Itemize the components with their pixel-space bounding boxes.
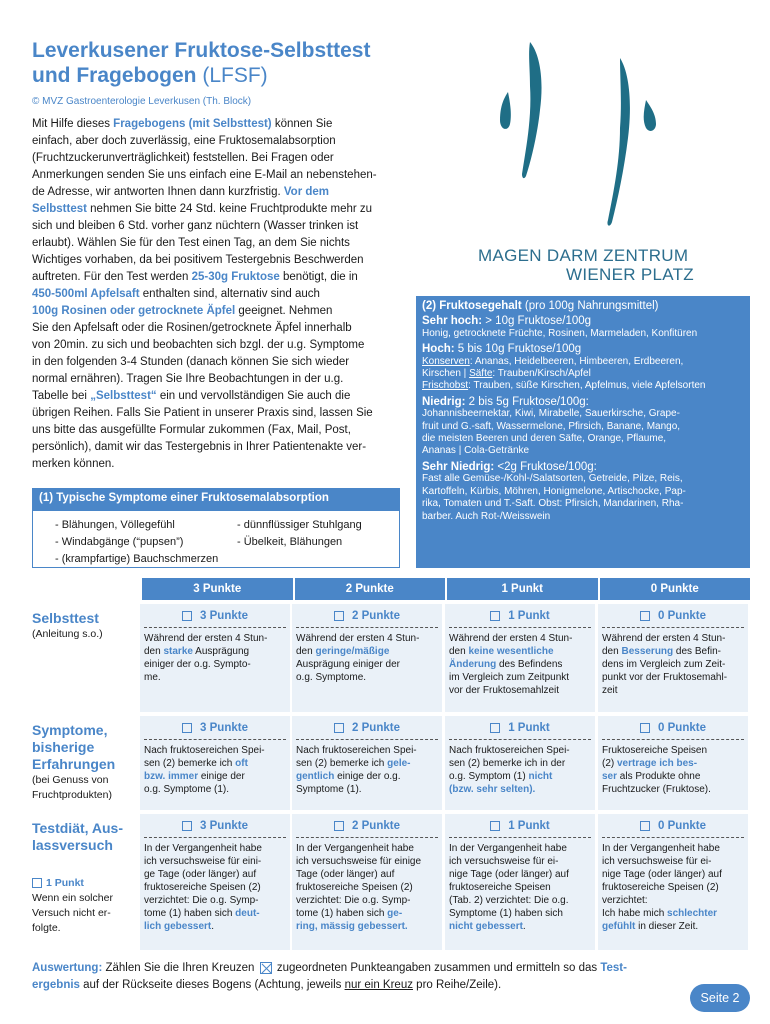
fructose-food-line: Johannisbeernektar, Kiwi, Mirabelle, Sauerkirsche, Grape- (422, 408, 680, 420)
score-option[interactable]: 3 Punkte (144, 818, 286, 834)
score-cell (140, 604, 290, 712)
row-label: Selbsttest (Anleitung s.o.) (32, 610, 103, 640)
score-option[interactable]: 0 Punkte (602, 608, 744, 624)
fructose-content-title: (2) Fruktosegehalt (pro 100g Nahrungsmittel) (422, 300, 659, 312)
score-cell (598, 716, 748, 810)
intro-line: normal ernähren). Tragen Sie Ihre Beobachtungen in der u.g. (32, 373, 344, 385)
header-0-points: 0 Punkte (598, 578, 751, 600)
checkbox[interactable] (334, 611, 344, 621)
intro-line: übrigen Reihen. Falls Sie Patient in unserer Praxis sind, lassen Sie (32, 407, 373, 419)
score-description: In der Vergangenheit habe ich versuchsweise für ei- nige Tage (oder länger) auf fruktosereiche Speisen (Tab. 2) verzichtet: Die o.g. Symptome (1) haben sich nicht gebessert. (449, 843, 569, 932)
divider (449, 627, 591, 628)
divider (602, 837, 744, 838)
score-description: Fruktosereiche Speisen (2) vertrage ich bes- ser als Produkte ohne Fruchtzucker (Fruktose). (602, 745, 711, 795)
row-note: 1 Punkt (32, 876, 136, 891)
score-option[interactable]: 1 Punkt (449, 720, 591, 736)
intro-line: merken können. (32, 458, 115, 470)
divider (144, 627, 286, 628)
score-option[interactable]: 0 Punkte (602, 720, 744, 736)
score-description: In der Vergangenheit habe ich versuchsweise für eini- ge Tage (oder länger) auf fruktosereiche Speisen (2) verzichtet: Die o.g. Symp- tome (1) haben sich deut- lich gebessert. (144, 843, 262, 932)
intro-line: Selbsttest nehmen Sie bitte 24 Std. keine Fruchtprodukte mehr zu (32, 203, 373, 215)
fructose-content-sections (422, 315, 744, 523)
score-description: In der Vergangenheit habe ich versuchsweise für einige Tage (oder länger) auf fruktosereiche Speisen (2) verzichtet: Die o.g. Symp- tome (1) haben sich ge- ring, mässig gebessert. (296, 843, 422, 932)
fructose-category-heading: Niedrig: 2 bis 5g Fruktose/100g: (422, 395, 589, 408)
fructose-food-line: barber. Auch Rot-/Weisswein (422, 510, 551, 522)
fructose-food-line: Frischobst: Trauben, süße Kirschen, Apfelmus, viele Apfelsorten (422, 380, 706, 392)
checkbox[interactable] (182, 821, 192, 831)
row-label: Symptome, bisherige Erfahrungen (bei Genuss von Fruchtprodukten) (32, 722, 116, 801)
divider (296, 739, 438, 740)
checkbox[interactable] (490, 611, 500, 621)
fructose-food-line: Kartoffeln, Kürbis, Möhren, Honigmelone, Artischocke, Pap- (422, 485, 686, 497)
intro-line: (Fruchtzuckerunverträglichkeit) feststellen. Bei Fragen oder (32, 152, 334, 164)
checkbox[interactable] (640, 723, 650, 733)
fructose-food-line: fruit und G.-saft, Wassermelone, Pfirsich, Banane, Mango, (422, 420, 681, 432)
intro-line: erlaubt). Wählen Sie für den Test einen Tag, an dem Sie nichts (32, 237, 350, 249)
fructose-food-line: Konserven: Ananas, Heidelbeeren, Himbeeren, Erdbeeren, (422, 355, 684, 367)
checkbox[interactable] (490, 821, 500, 831)
divider (296, 837, 438, 838)
fructose-food-line: Kirschen | Säfte: Trauben/Kirsch/Apfel (422, 368, 591, 380)
checkbox[interactable] (640, 821, 650, 831)
score-cell (445, 604, 595, 712)
intro-paragraph (32, 116, 400, 473)
intro-line: einfach, aber doch zuverlässig, eine Fruktosemalabsorption (32, 135, 336, 147)
symptom-item: - dünnflüssiger Stuhlgang (237, 519, 362, 531)
divider (449, 739, 591, 740)
score-option[interactable]: 3 Punkte (144, 720, 286, 736)
crossed-checkbox-icon (260, 962, 272, 974)
fructose-content-box (416, 296, 750, 568)
intro-line: in den folgenden 3-4 Stunden (danach können Sie sich wieder (32, 356, 350, 368)
fructose-food-line: die meisten Beeren und deren Säfte, Orange, Pflaume, (422, 433, 667, 445)
fructose-category-heading: Hoch: 5 bis 10g Fruktose/100g (422, 343, 582, 356)
evaluation-note: Auswertung: Zählen Sie die Ihren Kreuzen zugeordneten Punkteangaben zusammen und ermitteln so das Test- ergebnis auf der Rückseite dieses Bogens (Achtung, jeweils nur ein Kreuz pro Reihe/Zeile). (32, 962, 627, 991)
intro-line: 100g Rosinen oder getrocknete Äpfel geeignet. Nehmen (32, 305, 333, 317)
logo-text-line-2: WIENER PLATZ (566, 265, 694, 284)
title-line-1: Leverkusener Fruktose-Selbsttest (32, 39, 371, 62)
fructose-food-line: Honig, getrocknete Früchte, Rosinen, Marmeladen, Konfitüren (422, 327, 698, 339)
checkbox[interactable] (32, 878, 42, 888)
score-description: Während der ersten 4 Stun- den keine wesentliche Änderung des Befindens im Vergleich zum Zeitpunkt vor der Fruktosemahlzeit (449, 633, 573, 696)
divider (602, 739, 744, 740)
symptoms-title: (1) Typische Symptome einer Fruktosemalabsorption (33, 489, 399, 511)
divider (144, 837, 286, 838)
intro-line: de Adresse, wir antworten Ihnen dann kurzfristig. Vor dem (32, 186, 330, 198)
score-description: Nach fruktosereichen Spei- sen (2) bemerke ich oft bzw. immer einige der o.g. Symptome (1). (144, 745, 265, 795)
intro-line: auftreten. Für den Test werden 25-30g Fruktose benötigt, die in (32, 271, 358, 283)
score-option[interactable]: 2 Punkte (296, 818, 438, 834)
score-option[interactable]: 1 Punkt (449, 818, 591, 834)
intro-line: Sie den Apfelsaft oder die Rosinen/getrocknete Äpfel innerhalb (32, 322, 352, 334)
score-description: Nach fruktosereichen Spei- sen (2) bemerke ich in der o.g. Symptom (1) nicht (bzw. sehr selten). (449, 745, 570, 795)
score-option[interactable]: 1 Punkt (449, 608, 591, 624)
score-description: Während der ersten 4 Stun- den Besserung des Befin- dens im Vergleich zum Zeit- punkt vor der Fruktosemahl- zeit (602, 633, 728, 696)
fructose-food-line: rika, Tomaten und T.-Saft. Obst: Pfirsich, Mandarinen, Rha- (422, 498, 684, 510)
symptom-item: - Blähungen, Völlegefühl (55, 519, 175, 531)
score-cell (292, 814, 442, 950)
fructose-food-line: Ananas | Cola-Getränke (422, 445, 530, 457)
score-option[interactable]: 3 Punkte (144, 608, 286, 624)
intro-line: sich und bleiben 6 Std. vorher ganz nüchtern (Wasser trinken ist (32, 220, 359, 232)
checkbox[interactable] (182, 611, 192, 621)
header-2-points: 2 Punkte (293, 578, 446, 600)
score-option[interactable]: 2 Punkte (296, 608, 438, 624)
fructose-category-heading: Sehr hoch: > 10g Fruktose/100g (422, 315, 592, 328)
score-description: Während der ersten 4 Stun- den geringe/mäßige Ausprägung einiger der o.g. Symptome. (296, 633, 420, 683)
divider (602, 627, 744, 628)
divider (144, 739, 286, 740)
score-description: In der Vergangenheit habe ich versuchsweise für ei- nige Tage (oder länger) auf fruktosereiche Speisen (2) verzichtet: Ich habe mich schlechter gefühlt in dieser Zeit. (602, 843, 722, 932)
score-cell (292, 604, 442, 712)
page-2-button[interactable]: Seite 2 (690, 984, 750, 1012)
score-cell (445, 716, 595, 810)
checkbox[interactable] (334, 723, 344, 733)
intro-line: Tabelle bei „Selbsttest“ ein und vervollständigen Sie auch die (32, 390, 351, 402)
intro-line: persönlich), damit wir das Testergebnis in Ihrer Patientenakte ver- (32, 441, 367, 453)
intro-line: 450-500ml Apfelsaft enthalten sind, alternativ sind auch (32, 288, 320, 300)
document-title (32, 38, 412, 88)
intro-line: Anmerkungen senden Sie uns einfach eine E-Mail an nebenstehen- (32, 169, 377, 181)
checkbox[interactable] (490, 723, 500, 733)
title-suffix: (LFSF) (202, 64, 268, 87)
copyright-note: © MVZ Gastroenterologie Leverkusen (Th. Block) (32, 96, 252, 107)
checkbox[interactable] (334, 821, 344, 831)
score-option[interactable]: 0 Punkte (602, 818, 744, 834)
divider (296, 627, 438, 628)
logo-text-line-1: MAGEN DARM ZENTRUM (478, 246, 689, 265)
score-cell (445, 814, 595, 950)
score-cell (140, 716, 290, 810)
symptoms-box (32, 488, 400, 568)
score-cell (292, 716, 442, 810)
fructose-category-heading: Sehr Niedrig: <2g Fruktose/100g: (422, 460, 597, 473)
fructose-food-line: Fast alle Gemüse-/Kohl-/Salatsorten, Getreide, Pilze, Reis, (422, 473, 683, 485)
symptom-item: - (krampfartige) Bauchschmerzen (55, 553, 219, 565)
score-table-header (140, 578, 750, 600)
score-cell (598, 814, 748, 950)
row-label: Testdiät, Aus- lassversuch 1 Punkt Wenn ein solcher Versuch nicht er- folgte. (32, 820, 136, 936)
score-description: Während der ersten 4 Stun- den starke Ausprägung einiger der o.g. Sympto- me. (144, 633, 268, 683)
title-line-2: und Fragebogen (32, 64, 197, 87)
intro-line: von 20min. zu sich und beobachten sich bzgl. der u.g. Symptome (32, 339, 365, 351)
intro-line: Wichtiges vorhaben, da bei positivem Testergebnis Beschwerden (32, 254, 364, 266)
intro-line: Mit Hilfe dieses Fragebogens (mit Selbsttest) können Sie (32, 118, 333, 130)
score-description: Nach fruktosereichen Spei- sen (2) bemerke ich gele- gentlich einige der o.g. Symptome (1). (296, 745, 417, 795)
score-cell (140, 814, 290, 950)
header-1-point: 1 Punkt (445, 578, 598, 600)
checkbox[interactable] (640, 611, 650, 621)
divider (449, 837, 591, 838)
symptom-item: - Übelkeit, Blähungen (237, 536, 343, 548)
intro-line: uns bitte das ausgefüllte Formular zukommen (Fax, Mail, Post, (32, 424, 351, 436)
score-cell (598, 604, 748, 712)
score-option[interactable]: 2 Punkte (296, 720, 438, 736)
checkbox[interactable] (182, 723, 192, 733)
header-3-points: 3 Punkte (140, 578, 293, 600)
symptom-item: - Windabgänge (“pupsen”) (55, 536, 184, 548)
